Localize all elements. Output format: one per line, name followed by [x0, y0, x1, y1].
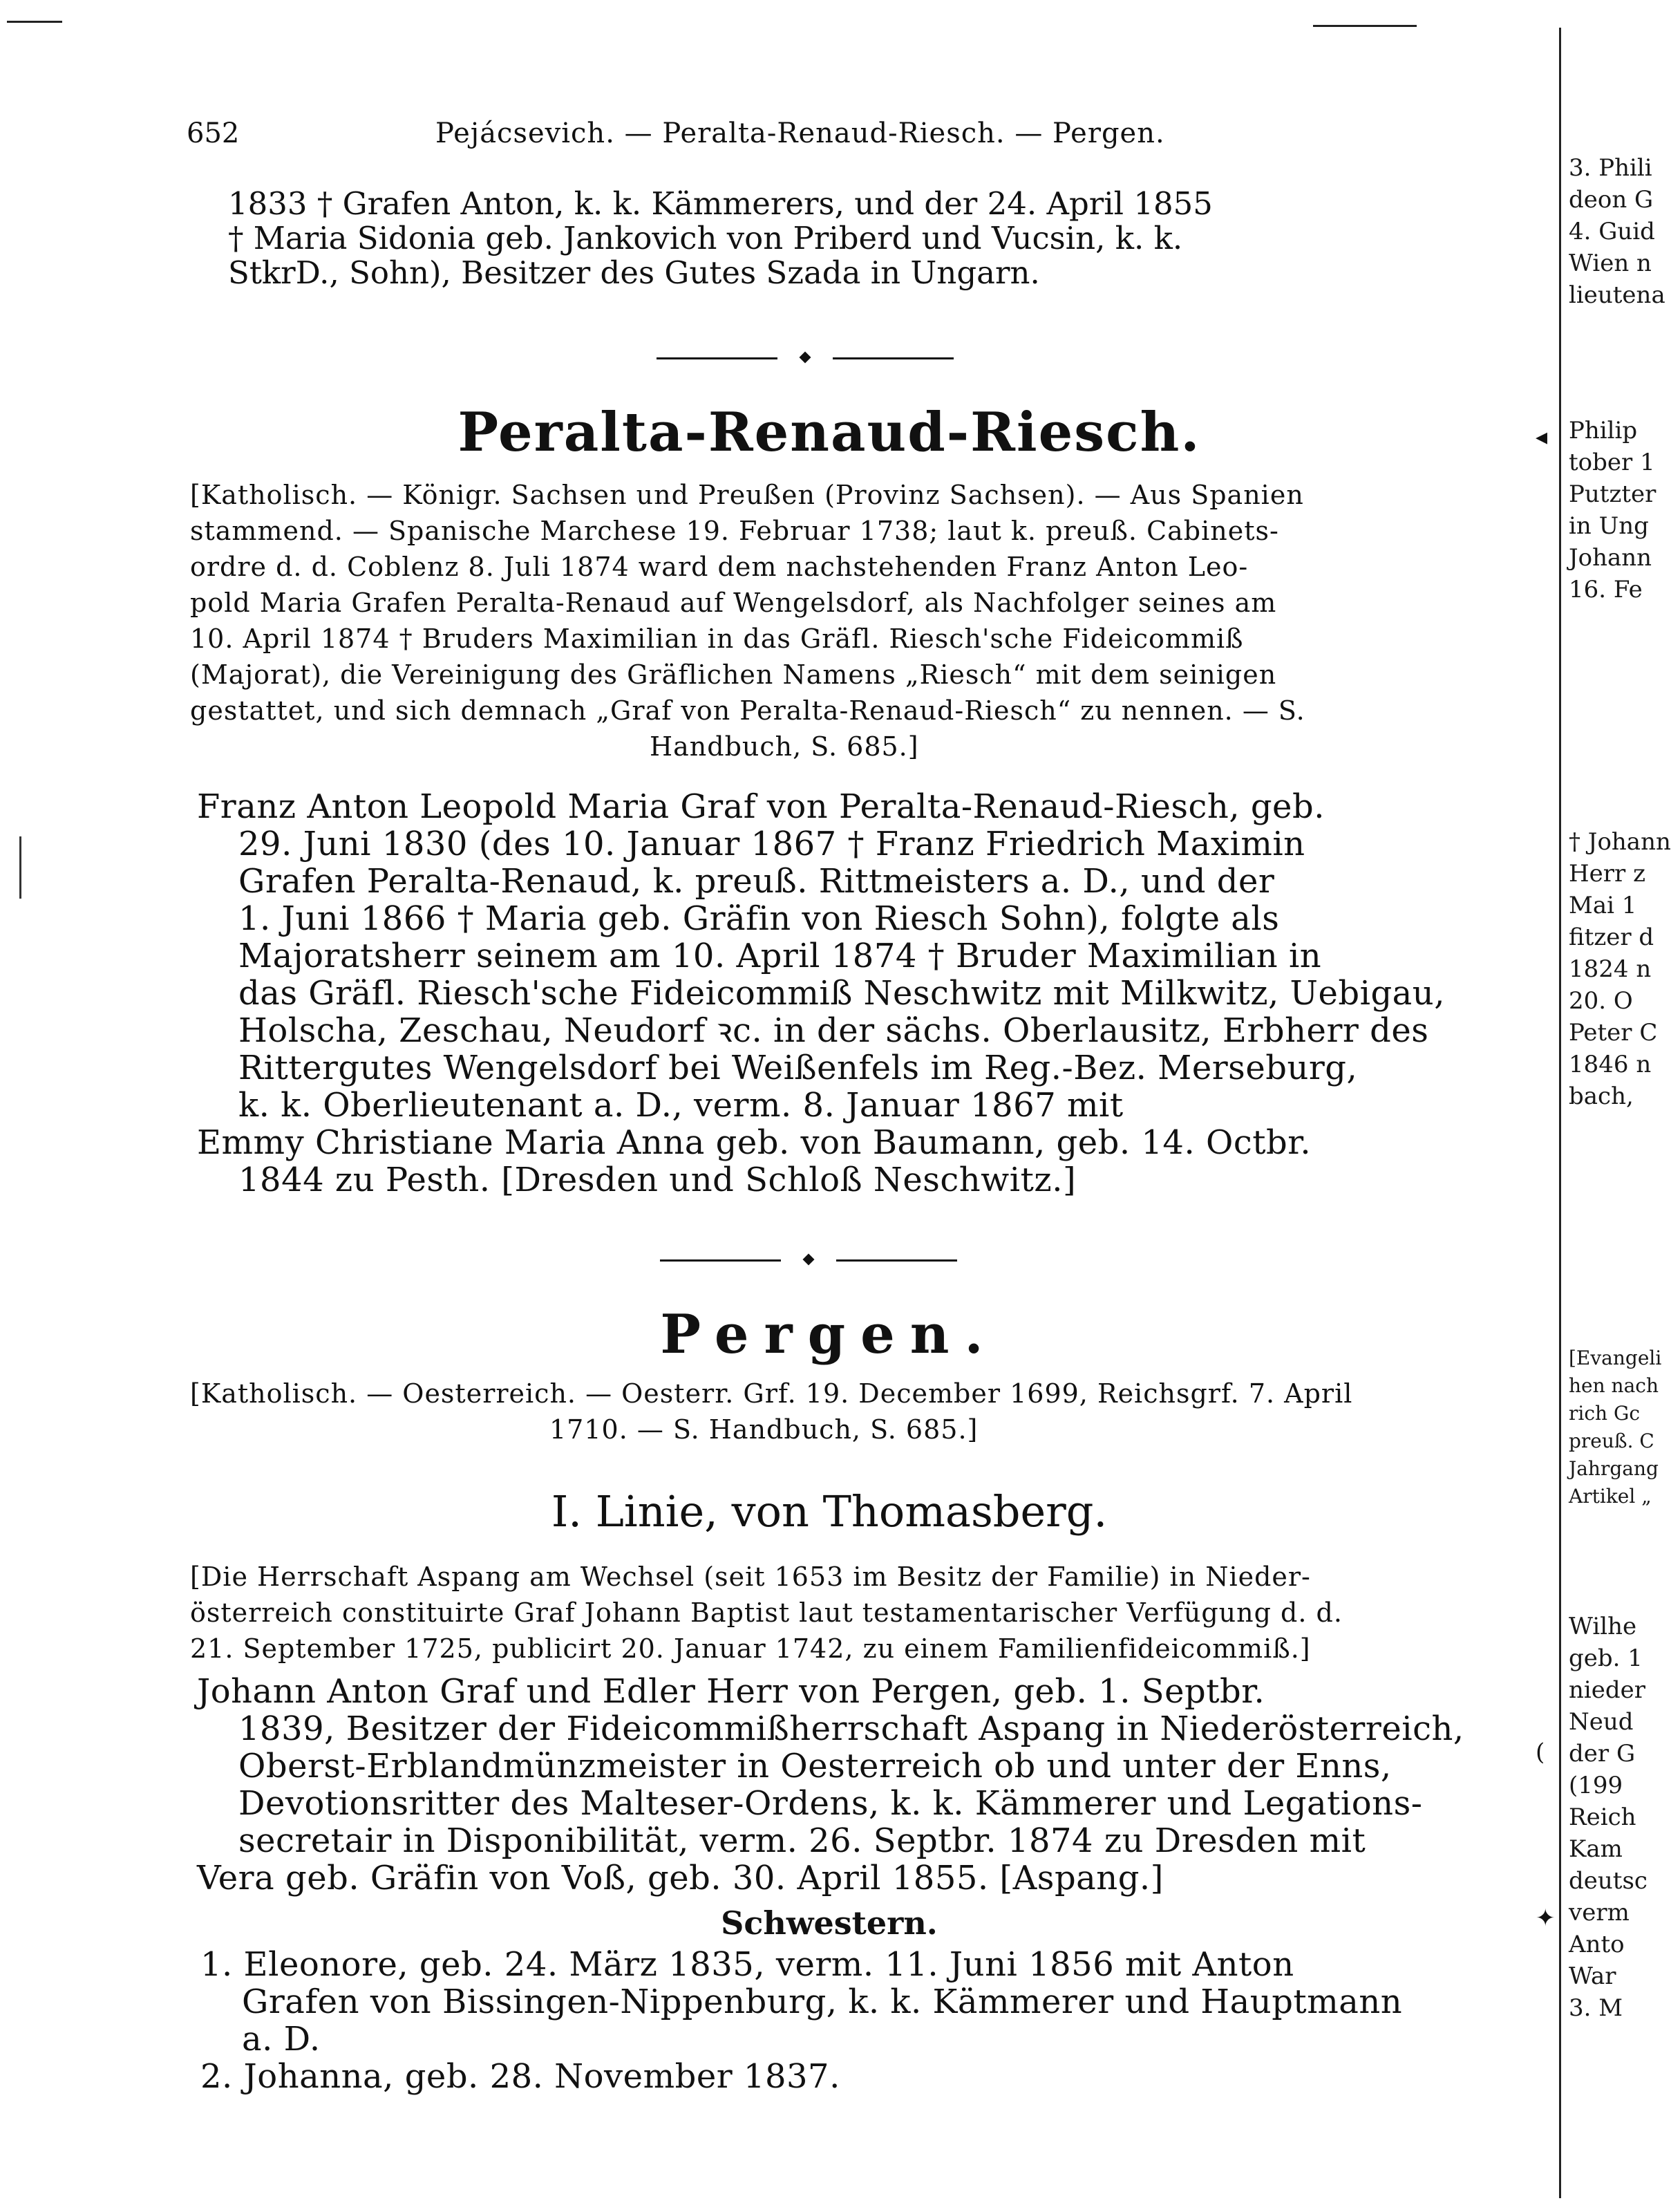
text-line: preuß. C: [1569, 1430, 1654, 1452]
text-line: 4. Guid: [1569, 218, 1655, 245]
gutter-arrow-icon: ◂: [1536, 423, 1548, 451]
margin-tick: [19, 836, 21, 899]
text-line: a. D.: [242, 2020, 321, 2059]
family-note-pergen: [190, 1376, 1352, 1447]
text-line: Artikel „: [1569, 1485, 1652, 1508]
text-line: [Die Herrschaft Aspang am Wechsel (seit 1653 im Besitz der Familie) in Nieder-: [190, 1562, 1311, 1592]
gutter-divider: [1559, 28, 1561, 2198]
text-line: deutsc: [1569, 1867, 1648, 1895]
neighbor-column-top: [1569, 152, 1665, 311]
entry-peralta: [197, 788, 1445, 1199]
text-line: k. k. Oberlieutenant a. D., verm. 8. Januar 1867 mit: [238, 1086, 1124, 1125]
text-line: rich Gc: [1569, 1402, 1641, 1425]
text-line: Oberst-Erblandmünzmeister in Oesterreich ob und unter der Enns,: [238, 1747, 1392, 1785]
text-line: Jahrgang: [1569, 1457, 1659, 1480]
section-ornament: [657, 353, 954, 364]
text-line: War: [1569, 1962, 1616, 1990]
text-line: fitzer d: [1569, 924, 1654, 951]
text-line: 1. Eleonore, geb. 24. März 1835, verm. 11. Juni 1856 mit Anton: [200, 1945, 1294, 1984]
continuation-text: [228, 187, 1213, 290]
text-line: Putzter: [1569, 480, 1656, 508]
text-line: hen nach: [1569, 1374, 1659, 1397]
text-line: [Katholisch. — Oesterreich. — Oesterr. Grf. 19. December 1699, Reichsgrf. 7. April: [190, 1378, 1353, 1409]
text-line: Franz Anton Leopold Maria Graf von Peralta-Renaud-Riesch, geb.: [197, 787, 1325, 826]
text-line: Herr z: [1569, 860, 1645, 888]
top-dash-right: [1313, 25, 1417, 27]
text-line: [Evangeli: [1569, 1347, 1662, 1369]
text-line: 29. Juni 1830 (des 10. Januar 1867 † Franz Friedrich Maximin: [238, 825, 1305, 863]
text-line: 1833 † Grafen Anton, k. k. Kämmerers, und der 24. April 1855: [228, 185, 1213, 222]
text-line: † Maria Sidonia geb. Jankovich von Priberd und Vucsin, k. k.: [228, 220, 1183, 256]
gutter-cross-icon: ✦: [1536, 1904, 1556, 1932]
text-line: StkrD., Sohn), Besitzer des Gutes Szada in Ungarn.: [228, 254, 1040, 291]
text-line: Johann Anton Graf und Edler Herr von Pergen, geb. 1. Septbr.: [197, 1672, 1265, 1711]
text-line: 3. M: [1569, 1994, 1623, 2022]
neighbor-column-low2: [1569, 1611, 1659, 2024]
sisters-list: [200, 1946, 1402, 2095]
text-line: Anto: [1569, 1931, 1625, 1958]
text-line: pold Maria Grafen Peralta-Renaud auf Wengelsdorf, als Nachfolger seines am: [190, 588, 1277, 618]
neighbor-column-mid1: [1569, 415, 1659, 606]
entry-pergen: [197, 1673, 1464, 1897]
text-line: gestattet, und sich demnach „Graf von Peralta-Renaud-Riesch“ zu nennen. — S.: [190, 695, 1305, 726]
text-line: Holscha, Zeschau, Neudorf ꝛc. in der sächs. Oberlausitz, Erbherr des: [238, 1011, 1429, 1050]
sisters-heading: Schwestern.: [721, 1904, 938, 1942]
text-line: Johann: [1569, 544, 1652, 572]
text-line: Neud: [1569, 1708, 1634, 1736]
text-line: 21. September 1725, publicirt 20. Januar 1742, zu einem Familienfideicommiß.]: [190, 1633, 1311, 1664]
text-line: † Johann: [1569, 828, 1671, 856]
text-line: Peter C: [1569, 1019, 1658, 1047]
text-line: 10. April 1874 † Bruders Maximilian in das Gräfl. Riesch'sche Fideicommiß: [190, 624, 1244, 654]
text-line: 20. O: [1569, 987, 1633, 1015]
neighbor-column-low1: [1569, 1344, 1662, 1510]
text-line: Wilhe: [1569, 1613, 1637, 1640]
text-line: 16. Fe: [1569, 576, 1643, 603]
section-title-peralta: Peralta-Renaud-Riesch.: [457, 401, 1201, 464]
text-line: tober 1: [1569, 449, 1655, 476]
text-line: Philip: [1569, 417, 1638, 444]
text-line: 1846 n: [1569, 1051, 1652, 1078]
line-note: [190, 1559, 1343, 1667]
text-line: [Katholisch. — Königr. Sachsen und Preußen (Provinz Sachsen). — Aus Spanien: [190, 480, 1304, 510]
neighbor-column-mid2: [1569, 826, 1671, 1112]
text-line: 1. Juni 1866 † Maria geb. Gräfin von Riesch Sohn), folgte als: [238, 899, 1280, 938]
text-line: 1839, Besitzer der Fideicommißherrschaft Aspang in Niederösterreich,: [238, 1709, 1464, 1748]
section-ornament: [660, 1255, 957, 1266]
gutter-bracket-icon: (: [1536, 1738, 1545, 1766]
text-line: 2. Johanna, geb. 28. November 1837.: [200, 2057, 840, 2096]
text-line: verm: [1569, 1899, 1630, 1927]
text-line: secretair in Disponibilität, verm. 26. Septbr. 1874 zu Dresden mit: [238, 1821, 1366, 1860]
text-line: Mai 1: [1569, 892, 1637, 919]
text-line: Handbuch, S. 685.]: [650, 731, 919, 762]
top-dash-left: [7, 21, 62, 23]
text-line: Wien n: [1569, 250, 1652, 277]
text-line: deon G: [1569, 186, 1654, 214]
text-line: Grafen Peralta-Renaud, k. preuß. Rittmeisters a. D., und der: [238, 862, 1275, 901]
text-line: 1844 zu Pesth. [Dresden und Schloß Neschwitz.]: [238, 1161, 1077, 1199]
text-line: ordre d. d. Coblenz 8. Juli 1874 ward dem nachstehenden Franz Anton Leo-: [190, 552, 1249, 582]
running-title: Pejácsevich. — Peralta-Renaud-Riesch. — Pergen.: [435, 118, 1165, 149]
text-line: stammend. — Spanische Marchese 19. Februar 1738; laut k. preuß. Cabinets-: [190, 516, 1279, 546]
text-line: 1710. — S. Handbuch, S. 685.]: [549, 1414, 979, 1445]
text-line: nieder: [1569, 1676, 1646, 1704]
family-note-peralta: [190, 477, 1305, 765]
text-line: das Gräfl. Riesch'sche Fideicommiß Neschwitz mit Milkwitz, Uebigau,: [238, 974, 1445, 1013]
line-title: I. Linie, von Thomasberg.: [551, 1486, 1108, 1537]
running-header: [187, 118, 1175, 159]
text-line: 3. Phili: [1569, 154, 1652, 182]
text-line: Kam: [1569, 1835, 1623, 1863]
text-line: der G: [1569, 1740, 1636, 1768]
text-line: Vera geb. Gräfin von Voß, geb. 30. April 1855. [Aspang.]: [197, 1859, 1164, 1897]
text-line: österreich constituirte Graf Johann Baptist laut testamentarischer Verfügung d. d.: [190, 1597, 1343, 1628]
text-line: (Majorat), die Vereinigung des Gräflichen Namens „Riesch“ mit dem seinigen: [190, 659, 1277, 690]
section-title-pergen: Pergen.: [660, 1303, 999, 1366]
text-line: lieutena: [1569, 281, 1665, 309]
text-line: Reich: [1569, 1803, 1636, 1831]
text-line: (199: [1569, 1772, 1623, 1799]
text-line: 1824 n: [1569, 955, 1652, 983]
text-line: in Ung: [1569, 512, 1649, 540]
text-line: geb. 1: [1569, 1644, 1643, 1672]
text-line: Majoratsherr seinem am 10. April 1874 † Bruder Maximilian in: [238, 937, 1322, 975]
text-line: Rittergutes Wengelsdorf bei Weißenfels im Reg.-Bez. Merseburg,: [238, 1049, 1358, 1087]
text-line: Devotionsritter des Malteser-Ordens, k. k. Kämmerer und Legations-: [238, 1784, 1423, 1823]
text-line: Grafen von Bissingen-Nippenburg, k. k. Kämmerer und Hauptmann: [242, 1983, 1403, 2021]
page-number: 652: [187, 118, 240, 149]
text-line: Emmy Christiane Maria Anna geb. von Baumann, geb. 14. Octbr.: [197, 1123, 1312, 1162]
text-line: bach,: [1569, 1082, 1634, 1110]
